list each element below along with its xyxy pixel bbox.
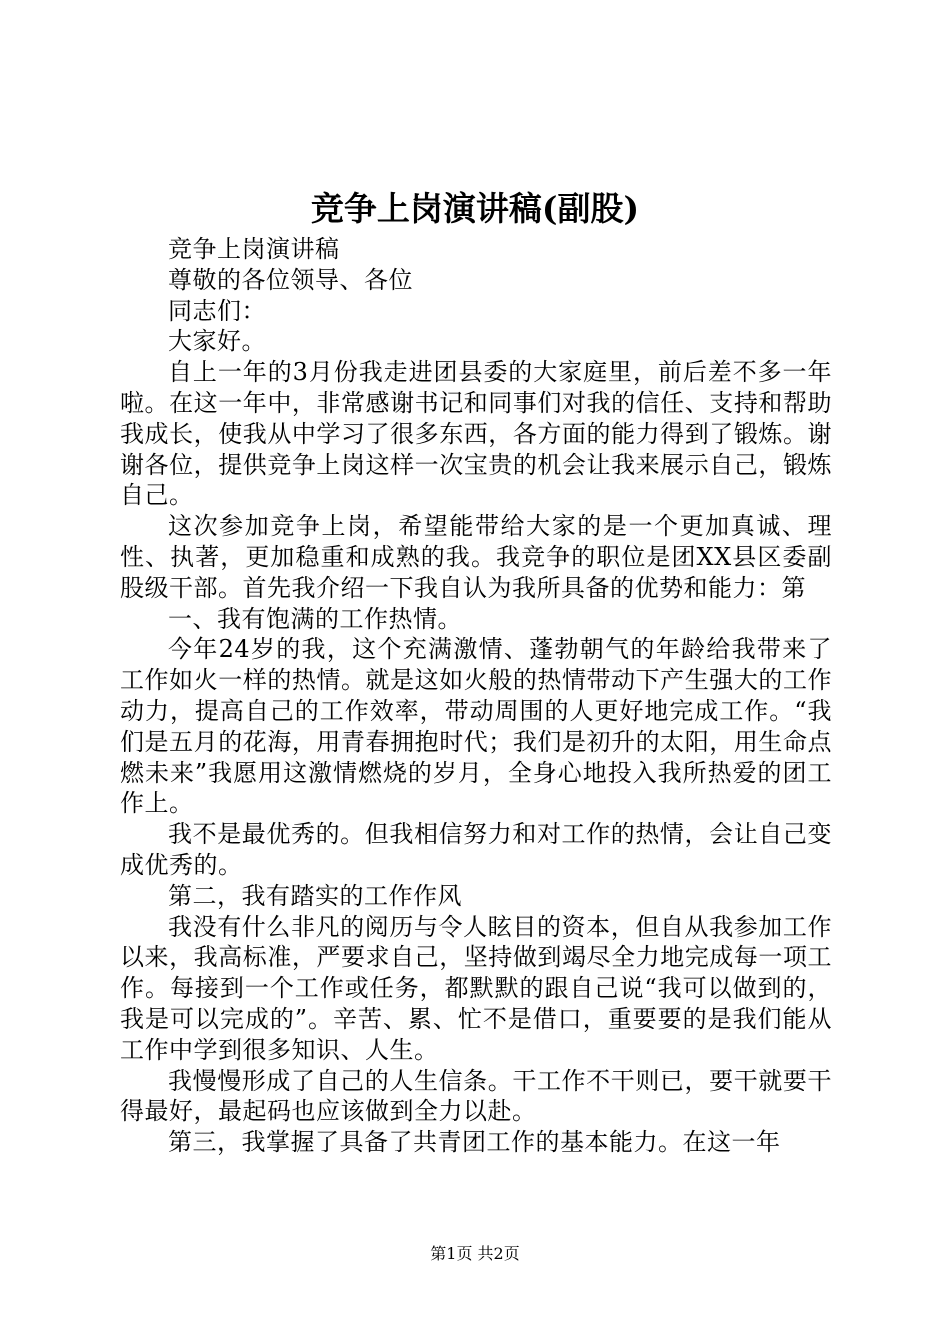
document-body [120,234,832,1158]
paragraph: 大家好。 [168,327,266,356]
paragraph: 今年24岁的我，这个充满激情、蓬勃朝气的年龄给我带来了工作如火一样的热情。就是这如火般的热情带动下产生强大的工作动力，提高自己的工作效率，带动周围的人更好地完成工作。“我们是五月的花海，用青春拥抱时代；我们是初升的太阳，用生命点燃未来”我愿用这激情燃烧的岁月，全身心地投入我所热爱的团工作上。 [120,635,832,818]
paragraph: 同志们： [168,296,266,325]
paragraph: 我没有什么非凡的阅历与令人眩目的资本，但自从我参加工作以来，我高标准，严要求自己，坚持做到竭尽全力地完成每一项工作。每接到一个工作或任务，都默默的跟自己说“我可以做到的，我是可以完成的”。辛苦、累、忙不是借口，重要要的是我们能从工作中学到很多知识、人生。 [120,912,832,1064]
paragraph: 第三，我掌握了具备了共青团工作的基本能力。在这一年 [168,1128,781,1157]
paragraph: 竞争上岗演讲稿 [168,235,340,263]
document-title: 竞争上岗演讲稿(副股) [310,189,640,228]
paragraph: 我慢慢形成了自己的人生信条。干工作不干则已，要干就要干得最好，最起码也应该做到全力以赴。 [120,1066,832,1126]
paragraph: 自上一年的3月份我走进团县委的大家庭里，前后差不多一年啦。在这一年中，非常感谢书记和同事们对我的信任、支持和帮助我成长，使我从中学习了很多东西，各方面的能力得到了锻炼。谢谢各位，提供竞争上岗这样一次宝贵的机会让我来展示自己，锻炼自己。 [120,358,832,510]
paragraph: 一、我有饱满的工作热情。 [168,604,462,633]
paragraph: 我不是最优秀的。但我相信努力和对工作的热情，会让自己变成优秀的。 [120,820,832,879]
page-footer: 第1页 共2页 [430,1244,520,1263]
paragraph: 第二，我有踏实的工作作风 [168,881,462,910]
paragraph: 尊敬的各位领导、各位 [168,265,413,294]
paragraph: 这次参加竞争上岗，希望能带给大家的是一个更加真诚、理性、执著，更加稳重和成熟的我。我竞争的职位是团XX县区委副股级干部。首先我介绍一下我自认为我所具备的优势和能力：第 [120,512,832,602]
